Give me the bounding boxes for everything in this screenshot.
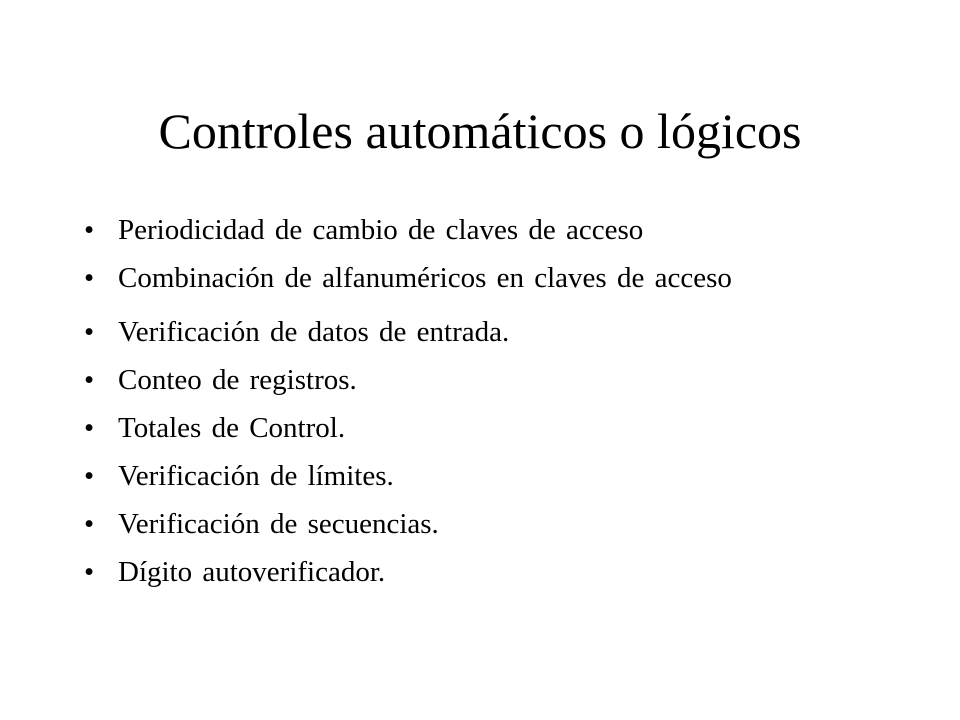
- bullet-icon: •: [84, 214, 95, 246]
- bullet-icon: •: [84, 262, 95, 294]
- bullet-icon: •: [84, 316, 95, 348]
- bullet-icon: •: [84, 412, 95, 444]
- list-item-text: Verificación de datos de entrada.: [118, 316, 510, 348]
- list-item: [78, 214, 838, 246]
- list-item: [78, 412, 838, 444]
- list-item-text: Periodicidad de cambio de claves de acceso: [118, 214, 644, 246]
- bullet-icon: •: [84, 460, 95, 492]
- bullet-icon: •: [84, 556, 95, 588]
- bullet-list: [78, 214, 838, 604]
- list-item: [78, 262, 838, 294]
- bullet-icon: •: [84, 508, 95, 540]
- list-item-text: Combinación de alfanuméricos en claves de acceso: [118, 262, 732, 294]
- list-item: [78, 364, 838, 396]
- list-item: [78, 556, 838, 588]
- bullet-icon: •: [84, 364, 95, 396]
- list-item-text: Verificación de límites.: [118, 460, 394, 492]
- list-item-text: Conteo de registros.: [118, 364, 357, 396]
- list-item-text: Verificación de secuencias.: [118, 508, 439, 540]
- list-item-text: Totales de Control.: [118, 412, 346, 444]
- list-item: [78, 508, 838, 540]
- list-item-text: Dígito autoverificador.: [118, 556, 386, 588]
- list-item: [78, 460, 838, 492]
- list-item: [78, 316, 838, 348]
- slide-title: Controles automáticos o lógicos: [158, 103, 802, 159]
